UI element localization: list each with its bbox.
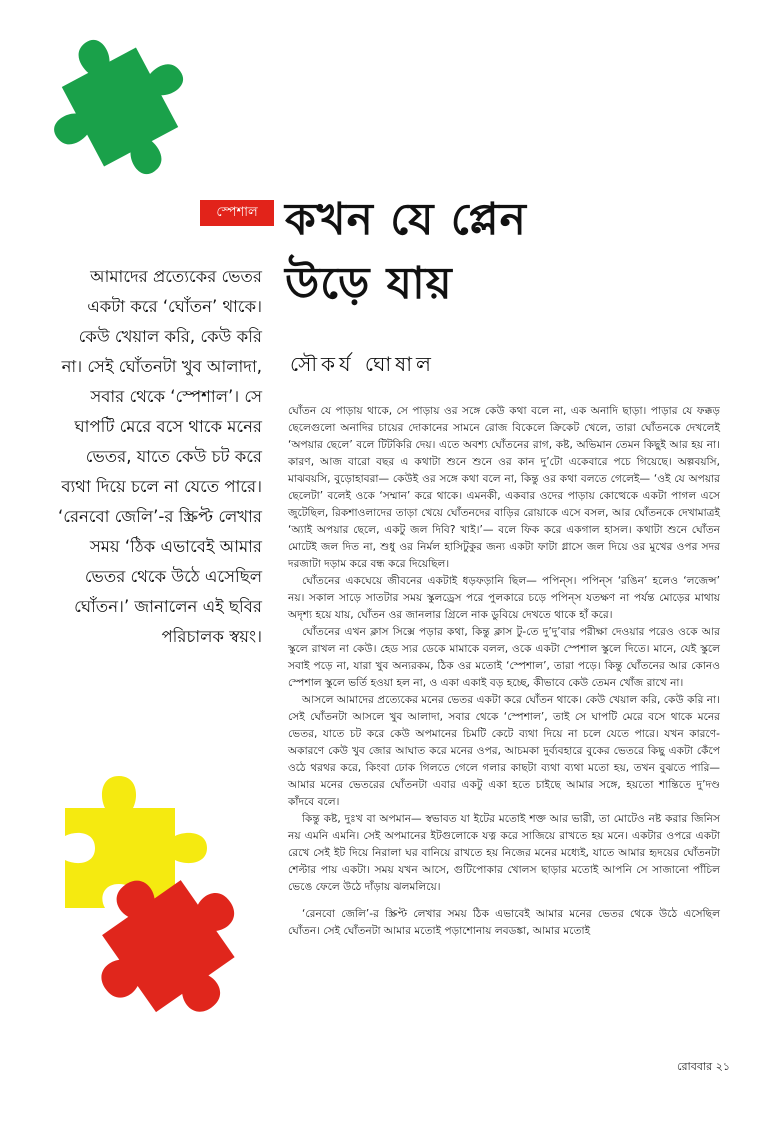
section-tag: স্পেশাল (200, 200, 274, 226)
body-paragraph: আসলে আমাদের প্রত্যেকের মনের ভেতর একটা করে ঘোঁতন থাকে। কেউ খেয়াল করি, কেউ করি না। সেই ঘোঁতনটা আসলে খুব আলাদা, সবার থেকে ‘স্পেশাল’, তাই সে ঘাপটি মেরে বসে থাকে মনের ভেতর, যাতে চট করে কেউ অপমানের চিমটি কেটে ব্যথা দিয়ে না চলে যেতে পারে। যখন কারণে-অকারণে কেউ খুব জোর আঘাত করে মনের ওপর, আচমকা দুর্ব্যবহারে বুকের ভেতরে কিছু একটা কেঁপে ওঠে থরথর করে, কিংবা ঢোক গিলতে গেলে গলার কাছটা ব্যথা ব্যথা মতো হয়, তখন বুঝতে পারি— আমার মনের ভেতরের ঘোঁতনটা এবার একটু একা হতে চাইছে আমার সঙ্গে, হয়তো শান্তিতে দু’দণ্ড কাঁদবে বলে। (288, 694, 720, 808)
body-paragraph: ঘোঁতনের একঘেয়ে জীবনের একটাই ধড়ফড়ানি ছিল— পপিন্‌স। পপিন্‌স ‘রঙিন’ হলেও ‘লজেন্স’ নয়। সকাল সাড়ে সাতটার সময় স্কুলড্রেস পরে পুলকারে চড়ে পপিন্‌স যতক্ষণ না পর্যন্ত মোড়ের মাথায় অদৃশ্য হয়ে যায়, ঘোঁতন ওর জানলার গ্রিলে নাক ডুবিয়ে দেখতে থাকে হাঁ করে। (288, 575, 720, 621)
body-paragraph: ঘোঁতন যে পাড়ায় থাকে, সে পাড়ায় ওর সঙ্গে কেউ কথা বলে না, এক অনাদি ছাড়া। পাড়ার যে ফক্কড় ছেলেগুলো অনাদির চায়ের দোকানের সামনে রোজ বিকেলে ক্রিকেট খেলে, তারা ঘোঁতনকে দেখলেই ‘অপয়ার ছেলে’ বলে টিটকিরি দেয়। এতে অবশ্য ঘোঁতনের রাগ, কষ্ট, অভিমান তেমন কিছুই আর হয় না। কারণ, আজ বারো বছর এ কথাটা শুনে শুনে ওর কান দু’টো একেবারে পচে গিয়েছে। অল্পবয়সি, মাঝবয়সি, বুড়োহাবরা— কেউই ওর সঙ্গে কথা বলে না, কিন্তু ওর কথা বলতে গেলেই— ‘ওই যে অপয়ার ছেলেটা’ বলেই ওকে ‘সম্মান’ করে থাকে। এমনকী, একবার ওদের পাড়ায় কোত্থেকে একটা পাগল এসে জুটেছিল, রিকশাওলাদের তাড়া খেয়ে ঘোঁতনদের বাড়ির রোয়াকে এসে বসল, আর ঘোঁতনকে দেখামাত্রই ‘অ্যাই অপয়ার ছেলে, একটু জল দিবি? খাই।’— বলে ফিক করে একগাল হাসল। কথাটা শুনে ঘোঁতন মোটেই জল দিত না, শুধু ওর নির্মল হাসিটুকুর জন্য একটা ফাটা গ্লাসে জল দিয়ে ওর মুখের ওপর সদর দরজাটা দড়াম করে বন্ধ করে দিয়েছিল। (288, 405, 720, 570)
page-footer: রোববার ২১ (677, 1060, 730, 1073)
body-paragraph: ঘোঁতনের এখন ক্লাস সিক্সে পড়ার কথা, কিন্তু ক্লাস টু-তে দু’দু’বার পরীক্ষা দেওয়ার পরেও ওকে আর স্কুলে রাখল না কেউ। হেড স্যর ডেকে মামাকে বলল, ওকে একটা স্পেশাল স্কুলে দিতে। মানে, যেই স্কুলে সবাই পড়ে না, যারা খুব অন্যরকম, ঠিক ওর মতোই ‘স্পেশাল’, তারা পড়ে। কিন্তু ঘোঁতনের আর কোনও স্পেশাল স্কুলে ভর্তি হওয়া হল না, ও একা একাই বড় হচ্ছে, কীভাবে কেউ তেমন খোঁজ রাখে না। (288, 626, 720, 689)
headline-line-1: কখন যে প্লেন (285, 194, 527, 245)
green-puzzle-piece-icon (40, 20, 210, 200)
article-body (288, 403, 720, 940)
author-byline: সৌকর্য ঘোষাল (290, 352, 435, 376)
body-paragraph: ‘রেনবো জেলি’-র স্ক্রিপ্ট লেখার সময় ঠিক এভাবেই আমার মনের ভেতর থেকে উঠে এসেছিল ঘোঁতন। সেই ঘোঁতনটা আমার মতোই পড়াশোনায় লবডঙ্কা, আমার মতোই (288, 908, 720, 937)
headline-line-2: উড়ে যায় (285, 258, 453, 309)
headline (285, 188, 725, 316)
pull-quote: আমাদের প্রত্যেকের ভেতর একটা করে ‘ঘোঁতন’ থাকে। কেউ খেয়াল করি, কেউ করি না। সেই ঘোঁতনটা খুব আলাদা, সবার থেকে ‘স্পেশাল’। সে ঘাপটি মেরে বসে থাকে মনের ভেতর, যাতে কেউ চট করে ব্যথা দিয়ে চলে না যেতে পারে। ‘রেনবো জেলি’-র স্ক্রিপ্ট লেখার সময় ‘ঠিক এভাবেই আমার ভেতর থেকে উঠে এসেছিল ঘোঁতন।’ জানালেন এই ছবির পরিচালক স্বয়ং। (58, 267, 263, 646)
body-paragraph: কিন্তু কষ্ট, দুঃখ বা অপমান— স্বভাবত যা ইটের মতোই শক্ত আর ভারী, তা মোটেও নষ্ট করার জিনিস নয় এমনি এমনি। সেই অপমানের ইটগুলোকে যত্ন করে সাজিয়ে রাখতে হয় মনে। একটার ওপরে একটা রেখে সেই ইট দিয়ে নিরালা ঘর বানিয়ে রাখতে হয় নিজের মনের মধ্যেই, যাতে আমার হৃদয়ের ঘোঁতনটা শেল্টার পায় একটা। সময় যখন আসে, গুটিপোকার খোলস ছাড়ার মতোই আপনি সে সাজানো পাঁচিল ভেঙে ফেলে উঠে দাঁড়ায় ঝলমলিয়ে। (288, 813, 720, 893)
red-puzzle-piece-icon (80, 860, 260, 1030)
